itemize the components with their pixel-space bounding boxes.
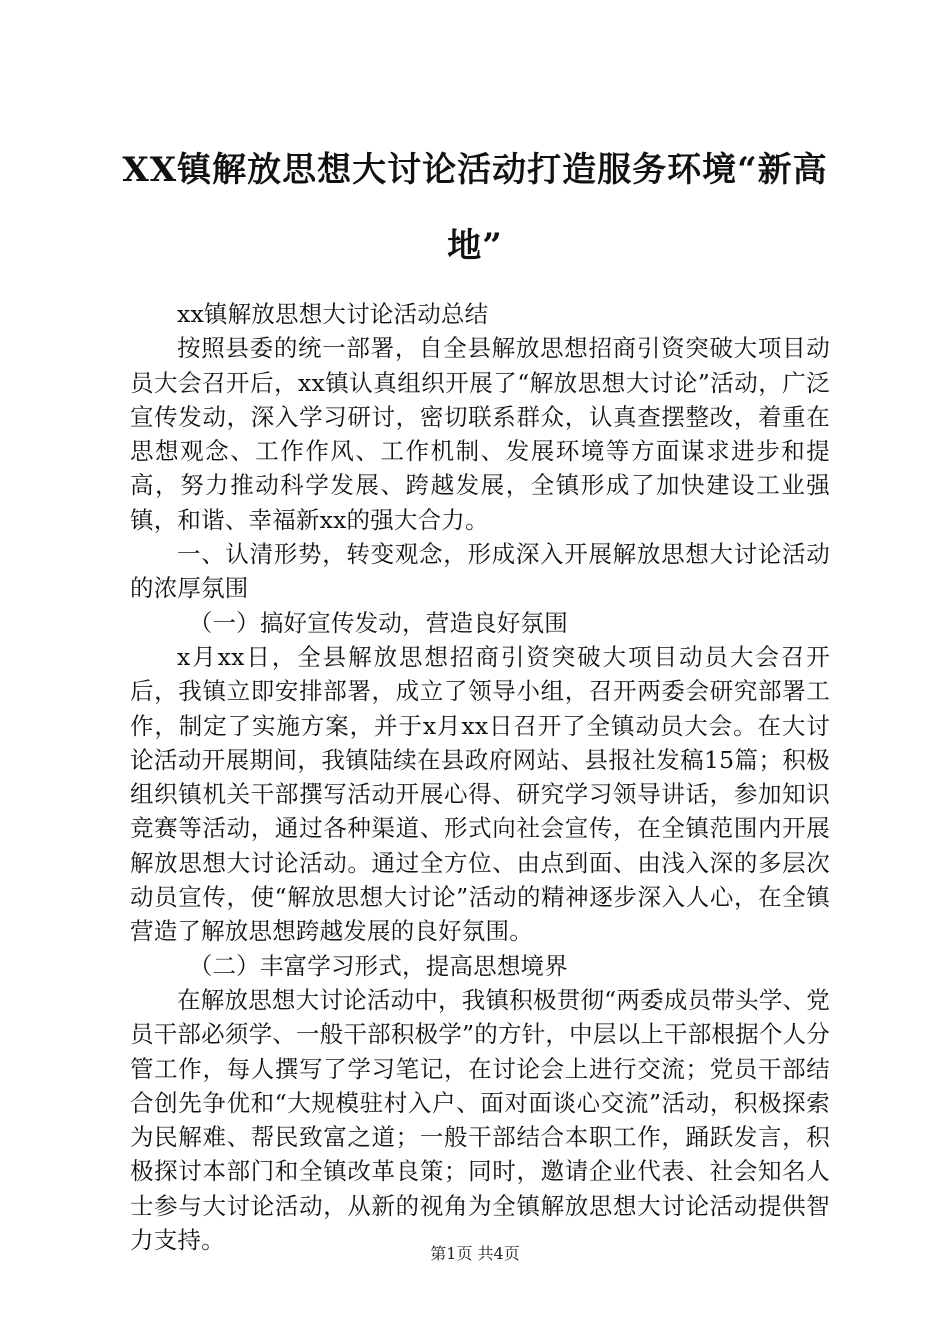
page-footer: 第1页 共4页	[430, 1244, 520, 1263]
paragraph-study: 在解放思想大讨论活动中，我镇积极贯彻“两委成员带头学、党员干部必须学、一般干部积极学”的方针，中层以上干部根据个人分管工作，每人撰写了学习笔记，在讨论会上进行交流；党员干部结合创先争优和“大规模驻村入户、面对面谈心交流”活动，积极探索为民解难、帮民致富之道；一般干部结合本职工作，踊跃发言，积极探讨本部门和全镇改革良策；同时，邀请企业代表、社会知名人士参与大讨论活动，从新的视角为全镇解放思想大讨论活动提供智力支持。	[130, 985, 830, 1255]
paragraph-intro: 按照县委的统一部署，自全县解放思想招商引资突破大项目动员大会召开后，xx镇认真组织开展了“解放思想大讨论”活动，广泛宣传发动，深入学习研讨，密切联系群众，认真查摆整改，着重在思想观念、工作作风、工作机制、发展环境等方面谋求进步和提高，努力推动科学发展、跨越发展，全镇形成了加快建设工业强镇，和谐、幸福新xx的强大合力。	[130, 334, 830, 534]
section-heading-1: 一、认清形势，转变观念，形成深入开展解放思想大讨论活动的浓厚氛围	[130, 540, 830, 603]
subsection-heading-1: （一）搞好宣传发动，营造良好氛围	[188, 608, 568, 637]
paragraph-publicity: x月xx日，全县解放思想招商引资突破大项目动员大会召开后，我镇立即安排部署，成立了领导小组，召开两委会研究部署工作，制定了实施方案，并于x月xx日召开了全镇动员大会。在大讨论活动开展期间，我镇陆续在县政府网站、县报社发稿15篇；积极组织镇机关干部撰写活动开展心得、研究学习领导讲话，参加知识竞赛等活动，通过各种渠道、形式向社会宣传，在全镇范围内开展解放思想大讨论活动。通过全方位、由点到面、由浅入深的多层次动员宣传，使“解放思想大讨论”活动的精神逐步深入人心，在全镇营造了解放思想跨越发展的良好氛围。	[130, 642, 830, 946]
subsection-heading-2: （二）丰富学习形式，提高思想境界	[188, 951, 568, 980]
document-title: XX镇解放思想大讨论活动打造服务环境“新高地”	[122, 150, 828, 266]
paragraph-summary-heading: xx镇解放思想大讨论活动总结	[177, 300, 489, 328]
document-body	[130, 297, 830, 1257]
